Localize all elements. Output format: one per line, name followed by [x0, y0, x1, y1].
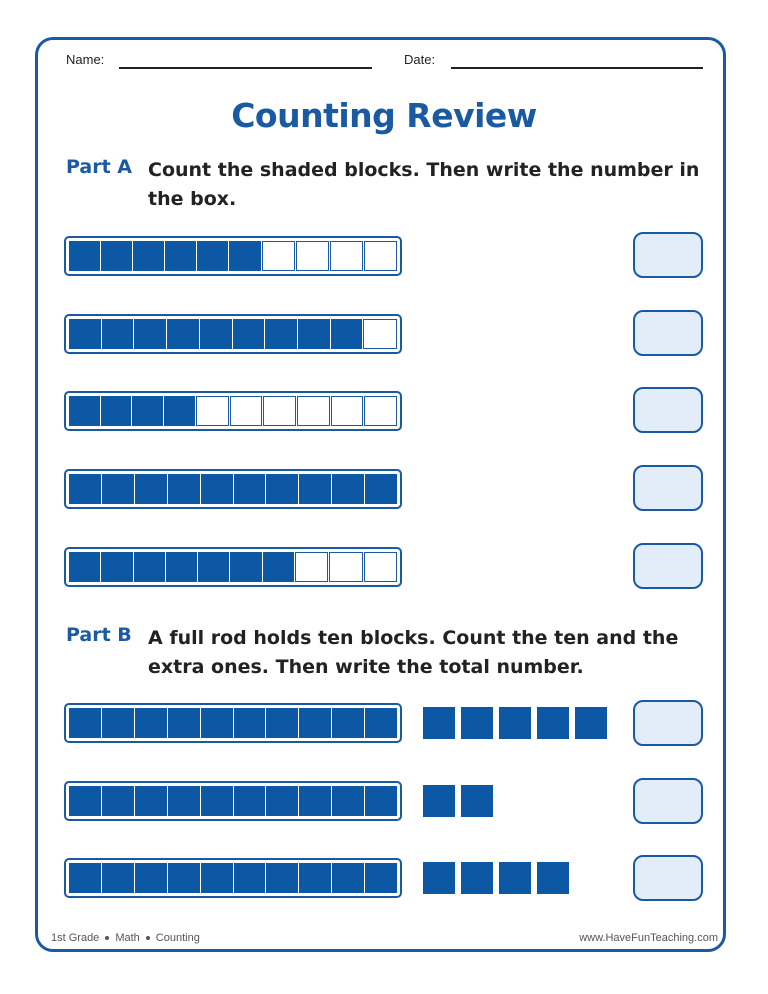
empty-block	[230, 396, 263, 426]
shaded-block	[229, 241, 260, 271]
empty-block	[196, 396, 229, 426]
shaded-block	[168, 786, 200, 816]
shaded-block	[299, 863, 331, 893]
ten-rod	[64, 236, 402, 276]
unit-block	[537, 862, 569, 894]
shaded-block	[201, 863, 233, 893]
shaded-block	[168, 863, 200, 893]
unit-block	[461, 707, 493, 739]
shaded-block	[234, 708, 266, 738]
empty-block	[331, 396, 364, 426]
ten-rod	[64, 314, 402, 354]
shaded-block	[135, 786, 167, 816]
shaded-block	[266, 708, 298, 738]
shaded-block	[134, 319, 166, 349]
empty-block	[295, 552, 328, 582]
empty-block	[364, 396, 397, 426]
shaded-block	[266, 786, 298, 816]
empty-block	[262, 241, 295, 271]
answer-box[interactable]	[633, 778, 703, 824]
answer-box[interactable]	[633, 543, 703, 589]
shaded-block	[132, 396, 163, 426]
empty-block	[297, 396, 330, 426]
shaded-block	[102, 786, 134, 816]
answer-box[interactable]	[633, 700, 703, 746]
shaded-block	[331, 319, 363, 349]
shaded-block	[165, 241, 196, 271]
extra-ones	[423, 707, 607, 739]
shaded-block	[101, 552, 132, 582]
bullet-icon	[146, 936, 150, 940]
empty-block	[329, 552, 362, 582]
shaded-block	[365, 474, 397, 504]
footer-site: www.HaveFunTeaching.com	[579, 932, 718, 944]
shaded-block	[69, 708, 101, 738]
extra-ones	[423, 862, 569, 894]
shaded-block	[168, 708, 200, 738]
shaded-block	[266, 474, 298, 504]
ten-rod	[64, 469, 402, 509]
extra-ones	[423, 785, 493, 817]
shaded-block	[164, 396, 195, 426]
unit-block	[461, 785, 493, 817]
shaded-block	[198, 552, 229, 582]
shaded-block	[69, 396, 100, 426]
shaded-block	[134, 552, 165, 582]
shaded-block	[299, 786, 331, 816]
part-a-instruction: Count the shaded blocks. Then write the number in the box.	[148, 159, 700, 210]
shaded-block	[299, 474, 331, 504]
shaded-block	[102, 319, 134, 349]
unit-block	[499, 862, 531, 894]
shaded-block	[69, 863, 101, 893]
empty-block	[263, 396, 296, 426]
shaded-block	[230, 552, 261, 582]
shaded-block	[69, 552, 100, 582]
shaded-block	[69, 319, 101, 349]
unit-block	[423, 785, 455, 817]
shaded-block	[135, 863, 167, 893]
page-title: Counting Review	[231, 96, 537, 135]
shaded-block	[101, 241, 132, 271]
unit-block	[537, 707, 569, 739]
part-a-label: Part A	[66, 156, 133, 178]
shaded-block	[102, 863, 134, 893]
footer-topic: Counting	[155, 932, 200, 944]
shaded-block	[167, 319, 199, 349]
name-label: Name:	[66, 52, 105, 67]
bullet-icon	[105, 936, 109, 940]
answer-box[interactable]	[633, 232, 703, 278]
date-label: Date:	[404, 52, 436, 67]
date-field[interactable]	[451, 67, 703, 69]
shaded-block	[332, 863, 364, 893]
shaded-block	[135, 708, 167, 738]
shaded-block	[101, 396, 132, 426]
shaded-block	[166, 552, 197, 582]
shaded-block	[69, 474, 101, 504]
shaded-block	[265, 319, 297, 349]
shaded-block	[102, 474, 134, 504]
shaded-block	[201, 474, 233, 504]
shaded-block	[201, 786, 233, 816]
shaded-block	[69, 241, 100, 271]
part-b-label: Part B	[66, 624, 132, 646]
ten-rod	[64, 858, 402, 898]
name-field[interactable]	[119, 67, 372, 69]
shaded-block	[298, 319, 330, 349]
empty-block	[363, 319, 397, 349]
shaded-block	[201, 708, 233, 738]
shaded-block	[135, 474, 167, 504]
shaded-block	[133, 241, 164, 271]
shaded-block	[365, 708, 397, 738]
answer-box[interactable]	[633, 465, 703, 511]
empty-block	[296, 241, 329, 271]
shaded-block	[332, 474, 364, 504]
footer-tags	[51, 932, 200, 944]
unit-block	[575, 707, 607, 739]
unit-block	[499, 707, 531, 739]
shaded-block	[266, 863, 298, 893]
empty-block	[364, 552, 397, 582]
shaded-block	[332, 786, 364, 816]
shaded-block	[197, 241, 228, 271]
answer-box[interactable]	[633, 855, 703, 901]
ten-rod	[64, 703, 402, 743]
empty-block	[364, 241, 397, 271]
shaded-block	[332, 708, 364, 738]
shaded-block	[102, 708, 134, 738]
shaded-block	[299, 708, 331, 738]
shaded-block	[263, 552, 294, 582]
shaded-block	[365, 786, 397, 816]
ten-rod	[64, 391, 402, 431]
ten-rod	[64, 547, 402, 587]
answer-box[interactable]	[633, 387, 703, 433]
footer-subject: Math	[115, 932, 140, 944]
ten-rod	[64, 781, 402, 821]
shaded-block	[168, 474, 200, 504]
shaded-block	[69, 786, 101, 816]
shaded-block	[234, 786, 266, 816]
shaded-block	[233, 319, 265, 349]
unit-block	[423, 862, 455, 894]
empty-block	[330, 241, 363, 271]
answer-box[interactable]	[633, 310, 703, 356]
shaded-block	[234, 474, 266, 504]
part-b-instruction: A full rod holds ten blocks. Count the ten and the extra ones. Then write the total number.	[148, 627, 679, 678]
shaded-block	[200, 319, 232, 349]
footer-grade: 1st Grade	[51, 932, 100, 944]
shaded-block	[365, 863, 397, 893]
unit-block	[461, 862, 493, 894]
unit-block	[423, 707, 455, 739]
shaded-block	[234, 863, 266, 893]
